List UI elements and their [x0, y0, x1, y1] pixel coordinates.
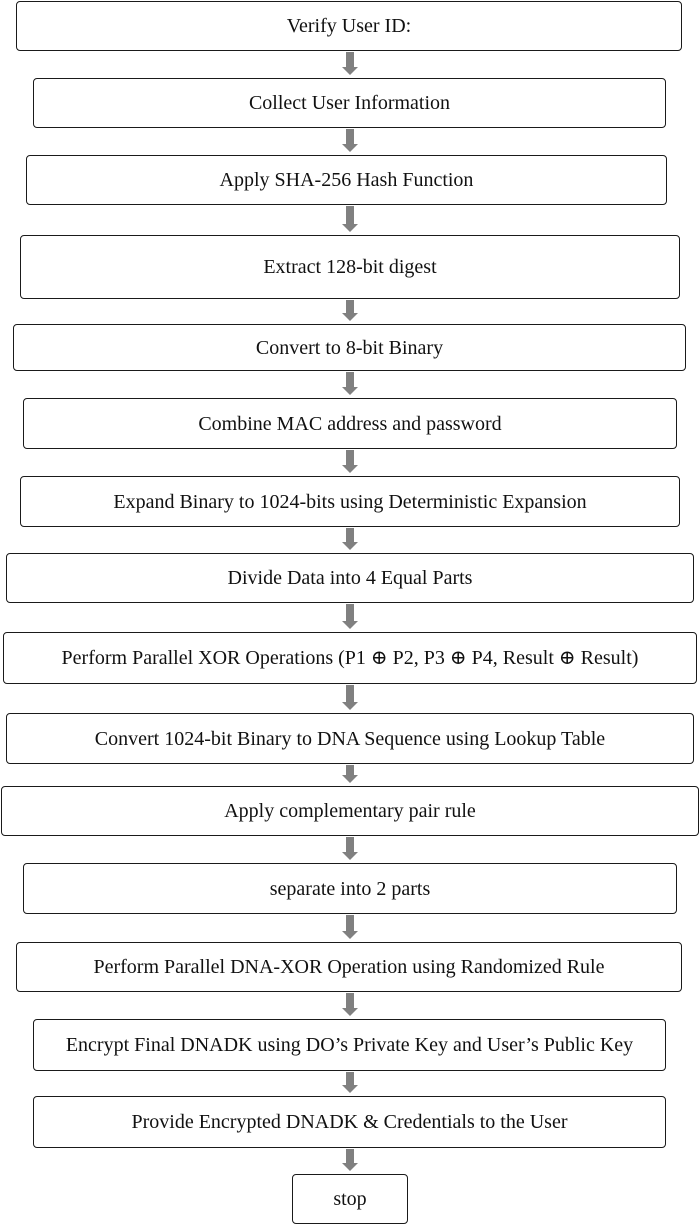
arrow-down-icon [342, 52, 358, 75]
arrow-down-icon [342, 765, 358, 783]
step-expand-binary: Expand Binary to 1024-bits using Deterministic Expansion [20, 476, 680, 527]
arrow-down-icon [342, 372, 358, 395]
step-encrypt-dnadk: Encrypt Final DNADK using DO’s Private Key and User’s Public Key [33, 1019, 666, 1071]
step-parallel-xor: Perform Parallel XOR Operations (P1 ⊕ P2, P3 ⊕ P4, Result ⊕ Result) [3, 632, 697, 684]
arrow-down-icon [342, 206, 358, 232]
step-provide-credentials: Provide Encrypted DNADK & Credentials to the User [33, 1096, 666, 1148]
step-divide-data: Divide Data into 4 Equal Parts [6, 553, 694, 603]
step-combine-mac-password: Combine MAC address and password [23, 398, 677, 449]
arrow-down-icon [342, 604, 358, 629]
arrow-down-icon [342, 685, 358, 710]
arrow-down-icon [342, 837, 358, 860]
step-extract-digest: Extract 128-bit digest [20, 235, 680, 299]
step-apply-sha256: Apply SHA-256 Hash Function [26, 155, 667, 205]
step-stop: stop [292, 1174, 408, 1224]
step-parallel-dna-xor: Perform Parallel DNA-XOR Operation using Randomized Rule [16, 942, 682, 992]
arrow-down-icon [342, 993, 358, 1016]
arrow-down-icon [342, 528, 358, 550]
arrow-down-icon [342, 915, 358, 939]
step-verify-user-id: Verify User ID: [16, 1, 682, 51]
step-separate-two-parts: separate into 2 parts [23, 863, 677, 914]
step-convert-8bit-binary: Convert to 8-bit Binary [13, 324, 686, 371]
arrow-down-icon [342, 1149, 358, 1171]
arrow-down-icon [342, 1072, 358, 1093]
arrow-down-icon [342, 450, 358, 473]
step-convert-dna-sequence: Convert 1024-bit Binary to DNA Sequence using Lookup Table [6, 713, 694, 764]
step-complementary-pair-rule: Apply complementary pair rule [1, 786, 699, 836]
arrow-down-icon [342, 129, 358, 152]
step-collect-user-information: Collect User Information [33, 78, 666, 128]
arrow-down-icon [342, 300, 358, 321]
